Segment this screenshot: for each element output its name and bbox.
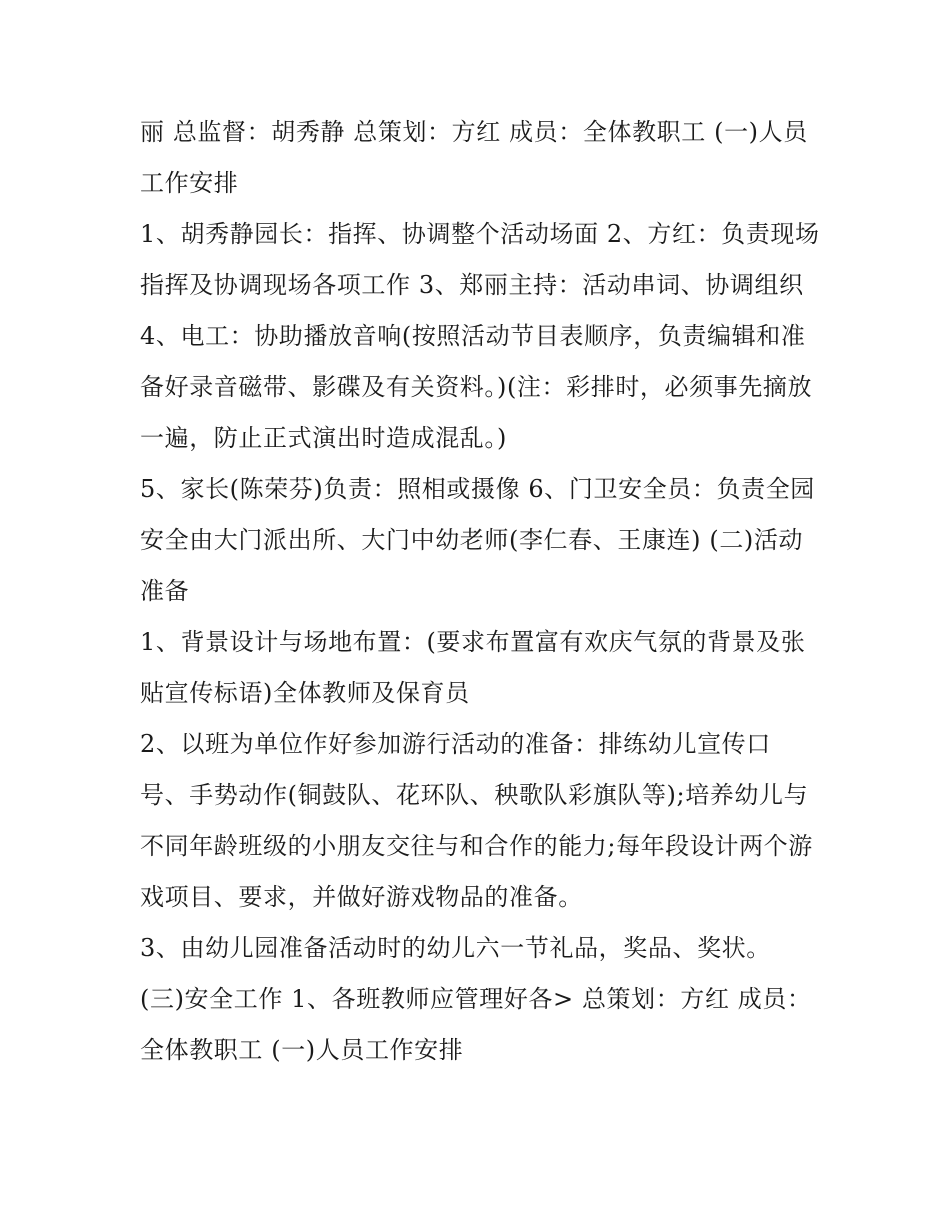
paragraph-safety-work: (三)安全工作 1、各班教师应管理好各> 总策划：方红 成员：全体教职工 (一)人员工作安排: [140, 985, 812, 1064]
paragraph-venue-layout: 1、背景设计与场地布置：(要求布置富有欢庆气氛的背景及张贴宣传标语)全体教师及保育员: [140, 628, 806, 707]
paragraph-electrician-duties: 4、电工：协助播放音响(按照活动节目表顺序，负责编辑和准备好录音磁带、影碟及有关资料。)(注：彩排时，必须事先摘放一遍，防止正式演出时造成混乱。): [140, 322, 813, 452]
paragraph-staff-roles: 丽 总监督：胡秀静 总策划：方红 成员：全体教职工 (一)人员工作安排: [140, 118, 808, 197]
paragraph-director-duties: 1、胡秀静园长：指挥、协调整个活动场面 2、方红：负责现场指挥及协调现场各项工作 3、郑丽主持：活动串词、协调组织: [140, 220, 820, 299]
paragraph-class-preparation: 2、以班为单位作好参加游行活动的准备：排练幼儿宣传口号、手势动作(铜鼓队、花环队、秧歌队彩旗队等);培养幼儿与不同年龄班级的小朋友交往与和合作的能力;每年段设计两个游戏项目、要求，并做好游戏物品的准备。: [140, 730, 813, 911]
paragraph-parent-security-duties: 5、家长(陈荣芬)负责：照相或摄像 6、门卫安全员：负责全园安全由大门派出所、大门中幼老师(李仁春、王康连) (二)活动准备: [140, 475, 815, 605]
paragraph-gifts-prizes: 3、由幼儿园准备活动时的幼儿六一节礼品，奖品、奖状。: [140, 934, 771, 962]
document-body: [140, 107, 820, 1076]
